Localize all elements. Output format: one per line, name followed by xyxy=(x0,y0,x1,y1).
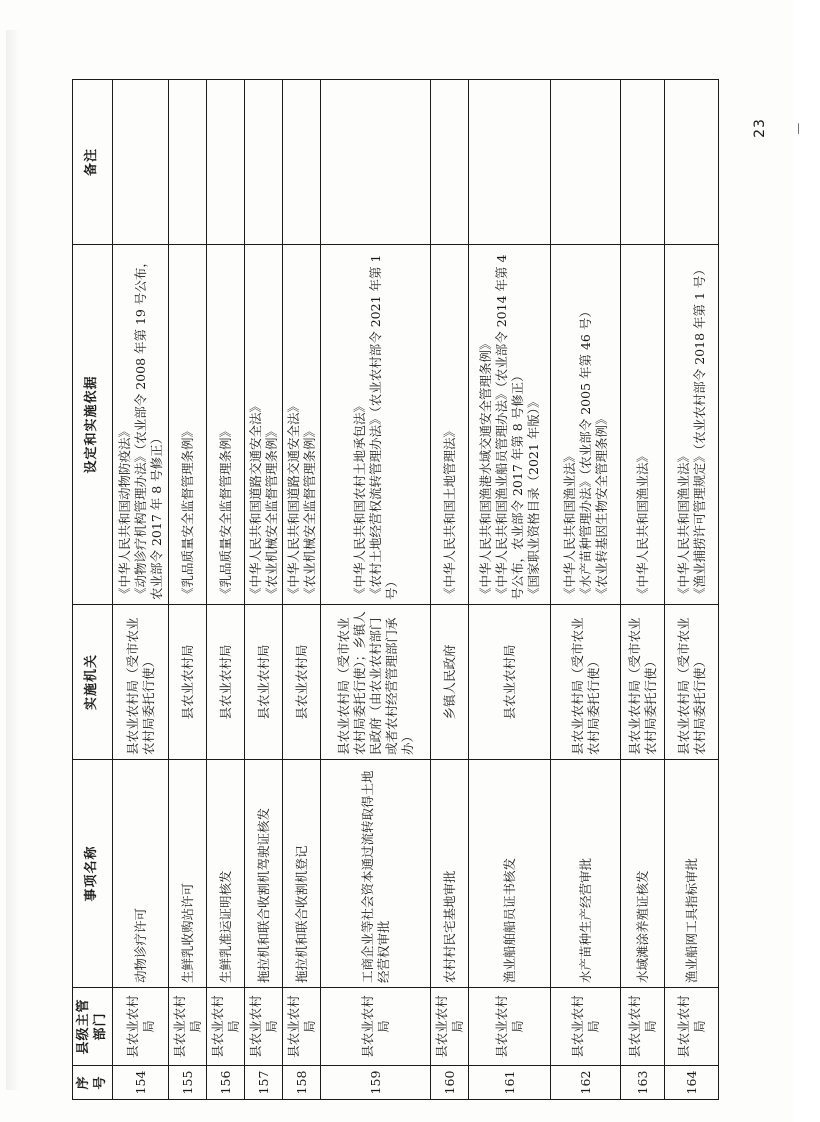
basis-line: 《水产苗种管理办法》（农业部令 2005 年第 46 号） xyxy=(577,305,593,600)
item-cell: 动物诊疗许可 xyxy=(113,760,169,988)
basis-cell xyxy=(113,245,169,605)
item-cell: 水产苗种生产经营审批 xyxy=(551,760,621,988)
basis-line: 《农业转基因生物安全管理条例》 xyxy=(593,412,609,600)
dept-cell: 县农业农村局 xyxy=(431,988,469,1066)
agency-cell: 县农业农村局 xyxy=(245,605,283,760)
agency-cell: 县农业农村局（受市农业农村局委托行使） xyxy=(665,605,719,760)
basis-cell xyxy=(469,245,551,605)
agency-cell: 县农业农村局（受市农业农村局委托行使）；乡镇人民政府（由农业农村部门或者农村经营管理部门承办） xyxy=(321,605,431,760)
agency-cell: 乡镇人民政府 xyxy=(431,605,469,760)
item-cell: 渔业船网工具指标审批 xyxy=(665,760,719,988)
remark-cell xyxy=(321,80,431,245)
table-row xyxy=(113,80,169,1100)
admin-license-table xyxy=(72,79,719,1100)
agency-cell: 县农业农村局 xyxy=(169,605,207,760)
dept-cell: 县农业农村局 xyxy=(169,988,207,1066)
seq-cell: 159 xyxy=(321,1066,431,1100)
dept-cell: 县农业农村局 xyxy=(321,988,431,1066)
basis-cell xyxy=(665,245,719,605)
dept-cell: 县农业农村局 xyxy=(621,988,665,1066)
basis-cell xyxy=(431,245,469,605)
remark-cell xyxy=(431,80,469,245)
remark-cell xyxy=(621,80,665,245)
remark-cell xyxy=(469,80,551,245)
page-number: － 23 － xyxy=(712,118,808,138)
basis-cell xyxy=(321,245,431,605)
remark-cell xyxy=(113,80,169,245)
remark-cell xyxy=(245,80,283,245)
dept-cell: 县农业农村局 xyxy=(113,988,169,1066)
seq-cell: 160 xyxy=(431,1066,469,1100)
item-cell: 拖拉机和联合收割机登记 xyxy=(283,760,321,988)
agency-cell: 县农业农村局 xyxy=(469,605,551,760)
table-body xyxy=(113,80,719,1100)
basis-line: 《中华人民共和国渔港水域交通安全管理条例》 xyxy=(477,337,493,600)
agency-cell: 县农业农村局 xyxy=(283,605,321,760)
table-row xyxy=(169,80,207,1100)
seq-cell: 161 xyxy=(469,1066,551,1100)
basis-line: 《中华人民共和国渔业船员管理办法》（农业部令 2014 年第 4 号公布，农业部令 2017 年第 8 号修正） xyxy=(493,254,525,600)
table-row xyxy=(665,80,719,1100)
table-row xyxy=(431,80,469,1100)
basis-cell xyxy=(551,245,621,605)
table-row xyxy=(207,80,245,1100)
table-row xyxy=(283,80,321,1100)
item-cell: 生鲜乳准运证明核发 xyxy=(207,760,245,988)
seq-cell: 157 xyxy=(245,1066,283,1100)
header-remark: 备注 xyxy=(73,80,113,245)
table-row xyxy=(321,80,431,1100)
basis-line: 《农村土地经营权流转管理办法》（农业农村部令 2021 年第 1 号） xyxy=(367,254,399,600)
table-row xyxy=(551,80,621,1100)
header-basis: 设定和实施依据 xyxy=(73,245,113,605)
header-seq: 序号 xyxy=(73,1066,113,1100)
remark-cell xyxy=(283,80,321,245)
basis-line: 《动物诊疗机构管理办法》（农业部令 2008 年第 19 号公布，农业部令 2017 年 8 号修正） xyxy=(132,255,164,600)
basis-line: 《中华人民共和国渔业法》 xyxy=(634,449,650,600)
basis-line: 《中华人民共和国道路交通安全法》 xyxy=(285,399,301,600)
basis-line: 《中华人民共和国道路交通安全法》 xyxy=(247,399,263,600)
agency-cell: 县农业农村局（受市农业农村局委托行使） xyxy=(621,605,665,760)
seq-cell: 158 xyxy=(283,1066,321,1100)
dept-cell: 县农业农村局 xyxy=(245,988,283,1066)
basis-line: 《渔业捕捞许可管理规定》（农业农村部令 2018 年第 1 号） xyxy=(691,263,707,600)
seq-cell: 164 xyxy=(665,1066,719,1100)
table-header-row xyxy=(73,80,113,1100)
basis-cell xyxy=(207,245,245,605)
header-item: 事项名称 xyxy=(73,760,113,988)
seq-cell: 156 xyxy=(207,1066,245,1100)
basis-cell xyxy=(283,245,321,605)
item-cell: 工商企业等社会资本通过流转取得土地经营权审批 xyxy=(321,760,431,988)
remark-cell xyxy=(665,80,719,245)
item-cell: 生鲜乳收购站许可 xyxy=(169,760,207,988)
remark-cell xyxy=(169,80,207,245)
seq-cell: 163 xyxy=(621,1066,665,1100)
dept-cell: 县农业农村局 xyxy=(469,988,551,1066)
agency-cell: 县农业农村局（受市农业农村局委托行使） xyxy=(551,605,621,760)
dept-cell: 县农业农村局 xyxy=(207,988,245,1066)
basis-cell xyxy=(621,245,665,605)
dept-cell: 县农业农村局 xyxy=(283,988,321,1066)
basis-line: 《乳品质量安全监督管理条例》 xyxy=(217,424,233,600)
seq-cell: 162 xyxy=(551,1066,621,1100)
basis-cell xyxy=(169,245,207,605)
basis-line: 《国家职业资格目录（2021 年版）》 xyxy=(525,395,541,600)
header-dept: 县级主管部门 xyxy=(73,988,113,1066)
basis-line: 《中华人民共和国渔业法》 xyxy=(675,449,691,600)
basis-line: 《农业机械安全监督管理条例》 xyxy=(263,424,279,600)
rotated-table-wrapper xyxy=(72,80,707,1100)
table-row xyxy=(245,80,283,1100)
table-row xyxy=(621,80,665,1100)
item-cell: 水域滩涂养殖证核发 xyxy=(621,760,665,988)
dept-cell: 县农业农村局 xyxy=(665,988,719,1066)
agency-cell: 县农业农村局 xyxy=(207,605,245,760)
basis-line: 《中华人民共和国动物防疫法》 xyxy=(116,424,132,600)
item-cell: 渔业船舶船员证书核发 xyxy=(469,760,551,988)
basis-line: 《中华人民共和国渔业法》 xyxy=(561,449,577,600)
agency-cell: 县农业农村局（受市农业农村局委托行使） xyxy=(113,605,169,760)
table-row xyxy=(469,80,551,1100)
seq-cell: 154 xyxy=(113,1066,169,1100)
remark-cell xyxy=(551,80,621,245)
seq-cell: 155 xyxy=(169,1066,207,1100)
basis-line: 《乳品质量安全监督管理条例》 xyxy=(179,424,195,600)
basis-line: 《中华人民共和国农村土地承包法》 xyxy=(351,399,367,600)
basis-cell xyxy=(245,245,283,605)
remark-cell xyxy=(207,80,245,245)
scan-edge-shadow xyxy=(6,30,20,1090)
header-agency: 实施机关 xyxy=(73,605,113,760)
item-cell: 拖拉机和联合收割机驾驶证核发 xyxy=(245,760,283,988)
item-cell: 农村村民宅基地审批 xyxy=(431,760,469,988)
basis-line: 《中华人民共和国土地管理法》 xyxy=(441,424,457,600)
basis-line: 《农业机械安全监督管理条例》 xyxy=(301,424,317,600)
dept-cell: 县农业农村局 xyxy=(551,988,621,1066)
